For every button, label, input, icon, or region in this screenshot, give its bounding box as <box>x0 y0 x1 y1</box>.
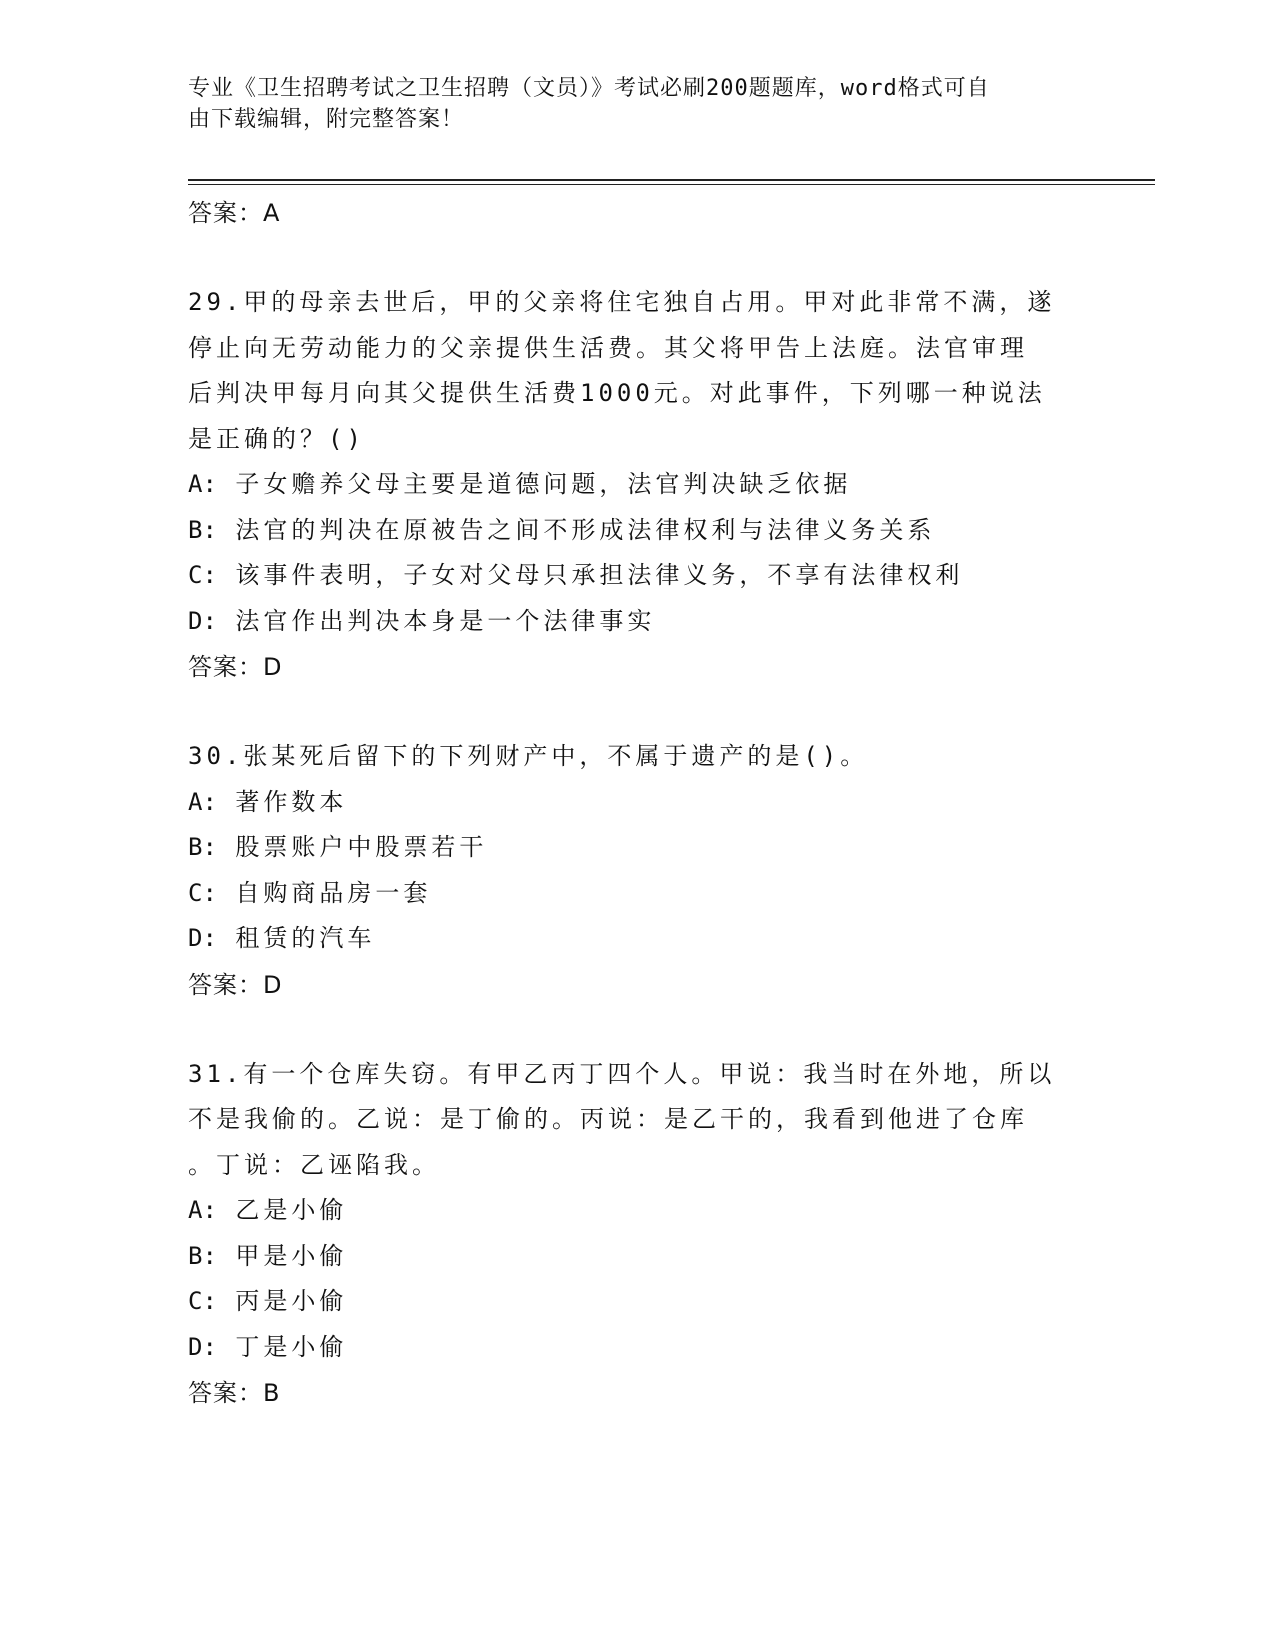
option-letter: D: <box>188 606 217 635</box>
option-letter: D: <box>188 1332 217 1361</box>
spacer <box>188 1008 1088 1052</box>
option-b <box>188 1234 1088 1280</box>
option-text: 甲是小偷 <box>235 1241 348 1270</box>
question-31 <box>188 1052 1088 1417</box>
header-line-2: 由下载编辑，附完整答案！ <box>188 107 465 132</box>
option-letter: C: <box>188 561 217 589</box>
question-29-line-4: 是正确的？() <box>188 424 365 453</box>
option-text: 著作数本 <box>235 787 348 816</box>
option-a <box>188 780 1088 826</box>
option-text: 法官作出判决本身是一个法律事实 <box>235 606 656 635</box>
option-letter: B: <box>188 515 217 544</box>
question-30-line-1: 30.张某死后留下的下列财产中，不属于遗产的是()。 <box>188 742 869 770</box>
question-29-line-1: 29.甲的母亲去世后，甲的父亲将住宅独自占用。甲对此非常不满，遂 <box>188 288 1056 316</box>
question-29-line-3: 后判决甲每月向其父提供生活费1000元。对此事件，下列哪一种说法 <box>188 379 1046 407</box>
spacer <box>188 236 1088 280</box>
option-c <box>188 1279 1088 1325</box>
question-29 <box>188 280 1088 690</box>
option-letter: C: <box>188 1287 217 1315</box>
header-line-1: 专业《卫生招聘考试之卫生招聘（文员）》考试必刷200题题库，word格式可自 <box>188 76 990 101</box>
question-29-line-2: 停止向无劳动能力的父亲提供生活费。其父将甲告上法庭。法官审理 <box>188 333 1028 362</box>
option-letter: A: <box>188 470 217 498</box>
document-header <box>188 73 1078 135</box>
option-text: 自购商品房一套 <box>235 878 432 907</box>
option-text: 子女赡养父母主要是道德问题，法官判决缺乏依据 <box>235 470 852 498</box>
option-text: 法官的判决在原被告之间不形成法律权利与法律义务关系 <box>235 515 936 544</box>
option-letter: B: <box>188 833 217 861</box>
previous-answer: 答案：A <box>188 199 281 227</box>
question-list <box>188 190 1088 1416</box>
option-letter: D: <box>188 924 217 952</box>
option-letter: B: <box>188 1241 217 1270</box>
question-30-answer: 答案：D <box>188 970 283 999</box>
header-divider-thin <box>188 184 1155 185</box>
option-text: 乙是小偷 <box>235 1196 348 1224</box>
option-d <box>188 599 1088 645</box>
question-31-line-2: 不是我偷的。乙说：是丁偷的。丙说：是乙干的，我看到他进了仓库 <box>188 1105 1028 1133</box>
option-c <box>188 553 1088 599</box>
question-29-answer: 答案：D <box>188 653 283 681</box>
option-letter: A: <box>188 1196 217 1224</box>
option-text: 股票账户中股票若干 <box>235 833 488 861</box>
option-text: 该事件表明，子女对父母只承担法律义务，不享有法律权利 <box>235 561 964 589</box>
option-d <box>188 1325 1088 1371</box>
option-letter: C: <box>188 878 217 907</box>
question-30 <box>188 734 1088 1008</box>
option-c <box>188 871 1088 917</box>
option-text: 租赁的汽车 <box>235 924 376 952</box>
option-d <box>188 916 1088 962</box>
question-31-answer: 答案：B <box>188 1379 281 1407</box>
option-letter: A: <box>188 787 217 816</box>
option-text: 丁是小偷 <box>235 1332 348 1361</box>
question-31-line-1: 31.有一个仓库失窃。有甲乙丙丁四个人。甲说：我当时在外地，所以 <box>188 1059 1056 1088</box>
option-b <box>188 825 1088 871</box>
option-text: 丙是小偷 <box>235 1287 348 1315</box>
header-divider-thick <box>188 179 1155 181</box>
option-b <box>188 508 1088 554</box>
question-31-line-3: 。丁说：乙诬陷我。 <box>188 1150 440 1179</box>
spacer <box>188 690 1088 734</box>
option-a <box>188 1188 1088 1234</box>
option-a <box>188 462 1088 508</box>
